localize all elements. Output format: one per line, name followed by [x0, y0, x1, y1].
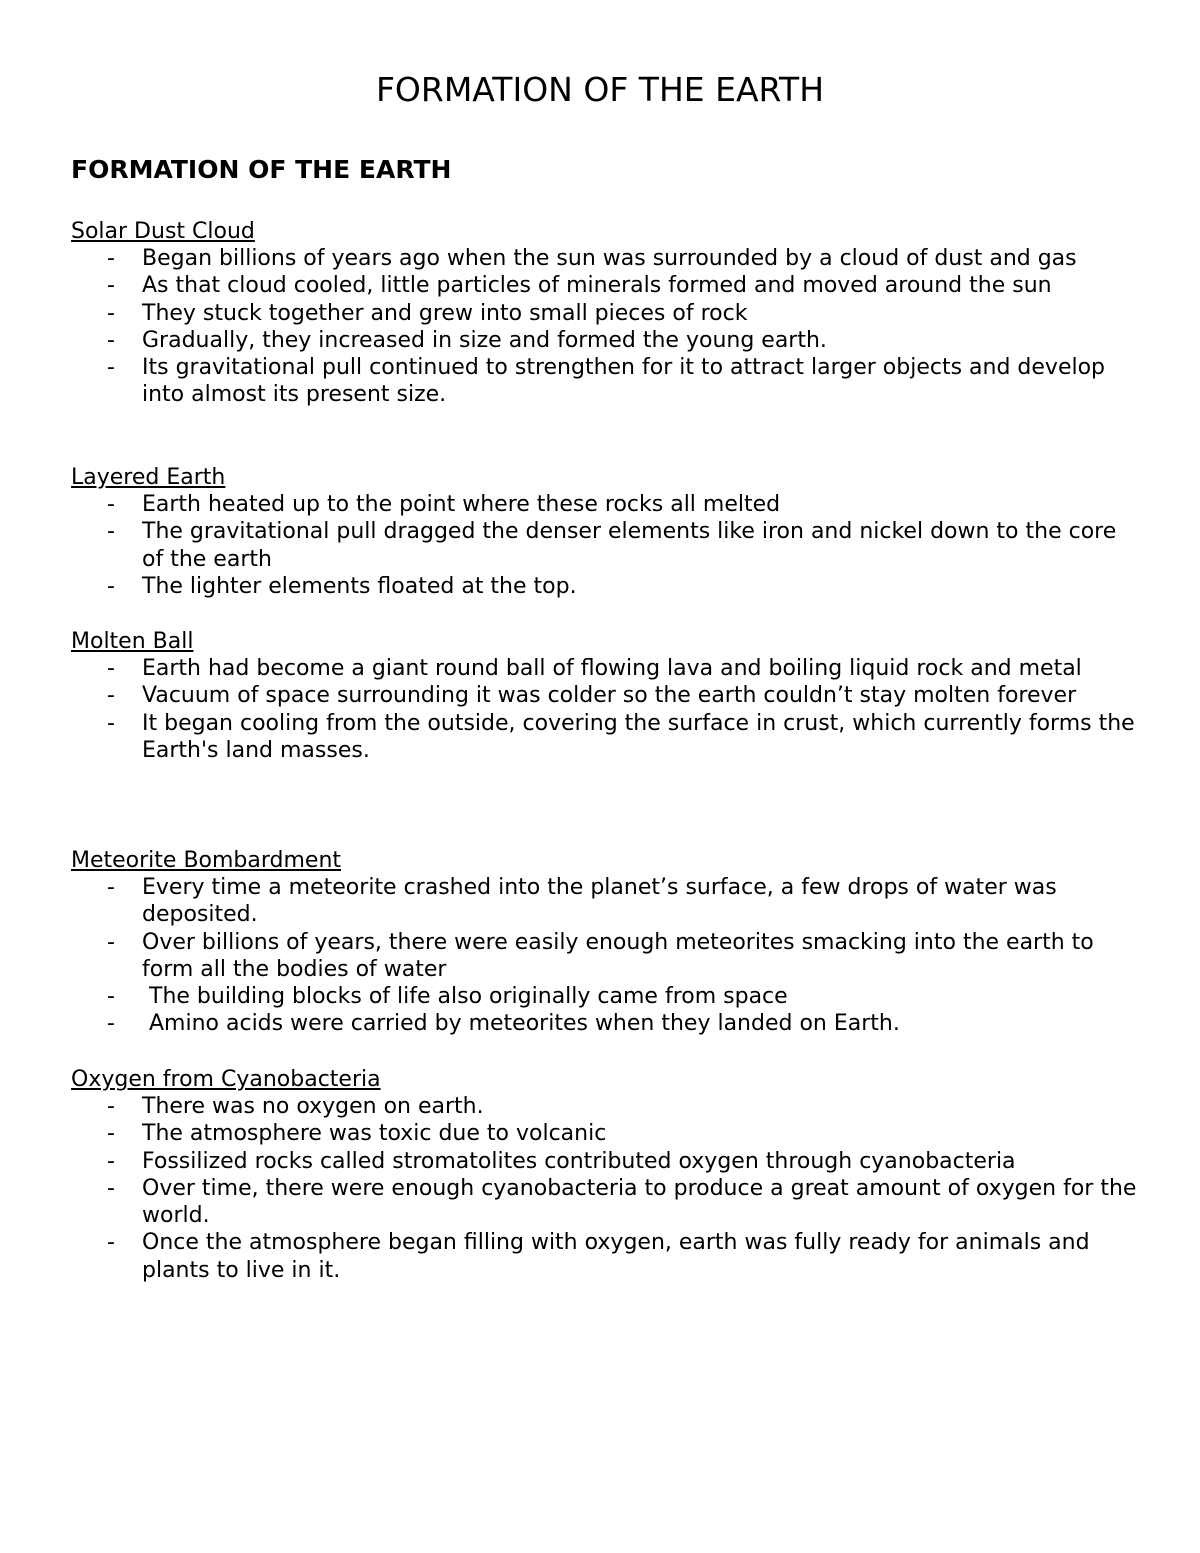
section-meteorite-bombardment: [71, 847, 1141, 1038]
list-item: [71, 1175, 1141, 1230]
bullet-dash: -: [107, 1011, 115, 1037]
list-item: [71, 1120, 1141, 1147]
bullet-text: Earth had become a giant round ball of flowing lava and boiling liquid rock and metal: [142, 656, 1082, 681]
bullet-list: [71, 245, 1141, 409]
section-heading: Molten Ball: [71, 629, 194, 654]
list-item: [71, 983, 1141, 1010]
list-item: [71, 1093, 1141, 1120]
bullet-text: It began cooling from the outside, covering the surface in crust, which currently forms the Earth's land masses.: [142, 710, 1135, 763]
bullet-text: Once the atmosphere began filling with oxygen, earth was fully ready for animals and plants to live in it.: [142, 1230, 1090, 1283]
list-item: [71, 1148, 1141, 1175]
list-item: [71, 491, 1141, 518]
list-item: [71, 245, 1141, 272]
bullet-dash: -: [107, 1230, 115, 1256]
list-item: [71, 518, 1141, 573]
bullet-list: [71, 874, 1141, 1038]
bullet-text: Fossilized rocks called stromatolites contributed oxygen through cyanobacteria: [142, 1148, 1016, 1174]
bullet-text: There was no oxygen on earth.: [142, 1094, 484, 1119]
bullet-text: Its gravitational pull continued to strengthen for it to attract larger objects and develop into almost its present size.: [142, 355, 1106, 408]
bullet-list: [71, 491, 1141, 600]
section-solar-dust-cloud: [71, 218, 1141, 409]
bullet-dash: -: [107, 492, 115, 517]
bullet-dash: -: [107, 710, 115, 736]
list-item: [71, 300, 1141, 327]
list-item: [71, 710, 1141, 765]
bullet-dash: -: [107, 683, 115, 709]
list-item: [71, 874, 1141, 929]
list-item: [71, 272, 1141, 299]
bullet-dash: -: [107, 519, 115, 545]
bullet-dash: -: [107, 984, 115, 1010]
main-heading: FORMATION OF THE EARTH: [71, 155, 452, 184]
section-layered-earth: [71, 464, 1141, 600]
section-molten-ball: [71, 628, 1141, 764]
bullet-dash: -: [107, 929, 115, 955]
bullet-text: The building blocks of life also originally came from space: [142, 984, 788, 1010]
bullet-dash: -: [107, 875, 115, 900]
bullet-dash: -: [107, 327, 115, 353]
bullet-dash: -: [107, 1148, 115, 1174]
bullet-text: Vacuum of space surrounding it was colder so the earth couldn’t stay molten forever: [142, 683, 1077, 709]
list-item: [71, 354, 1141, 409]
bullet-text: Over billions of years, there were easily enough meteorites smacking into the earth to form all the bodies of water: [142, 929, 1094, 982]
list-item: [71, 655, 1141, 682]
section-heading: Oxygen from Cyanobacteria: [71, 1067, 381, 1092]
list-item: [71, 327, 1141, 354]
bullet-text: Over time, there were enough cyanobacteria to produce a great amount of oxygen for the world.: [142, 1175, 1137, 1229]
section-heading: Meteorite Bombardment: [71, 848, 342, 873]
list-item: [71, 682, 1141, 709]
bullet-list: [71, 655, 1141, 764]
bullet-dash: -: [107, 273, 115, 299]
bullet-text: The atmosphere was toxic due to volcanic: [142, 1121, 607, 1147]
bullet-dash: -: [107, 355, 115, 381]
bullet-text: They stuck together and grew into small pieces of rock: [142, 300, 748, 326]
list-item: [71, 1010, 1141, 1037]
bullet-dash: -: [107, 1121, 115, 1147]
list-item: [71, 1229, 1141, 1284]
section-oxygen-from-cyanobacteria: [71, 1066, 1141, 1284]
section-heading: Solar Dust Cloud: [71, 219, 255, 244]
page-title: FORMATION OF THE EARTH: [375, 70, 825, 109]
list-item: [71, 929, 1141, 984]
bullet-text: Earth heated up to the point where these rocks all melted: [142, 492, 781, 517]
section-heading: Layered Earth: [71, 465, 226, 490]
bullet-dash: -: [107, 656, 115, 681]
bullet-dash: -: [107, 573, 115, 599]
bullet-text: The gravitational pull dragged the denser elements like iron and nickel down to the core of the earth: [142, 519, 1117, 572]
list-item: [71, 573, 1141, 600]
bullet-dash: -: [107, 1094, 115, 1119]
bullet-text: Began billions of years ago when the sun was surrounded by a cloud of dust and gas: [142, 246, 1077, 271]
bullet-dash: -: [107, 300, 115, 326]
bullet-text: As that cloud cooled, little particles of minerals formed and moved around the sun: [142, 273, 1052, 299]
bullet-list: [71, 1093, 1141, 1284]
bullet-dash: -: [107, 1175, 115, 1201]
bullet-text: The lighter elements floated at the top.: [142, 573, 577, 599]
bullet-text: Every time a meteorite crashed into the planet’s surface, a few drops of water was deposited.: [142, 875, 1057, 928]
bullet-text: Gradually, they increased in size and formed the young earth.: [142, 327, 827, 353]
bullet-dash: -: [107, 246, 115, 271]
bullet-text: Amino acids were carried by meteorites when they landed on Earth.: [142, 1011, 900, 1037]
